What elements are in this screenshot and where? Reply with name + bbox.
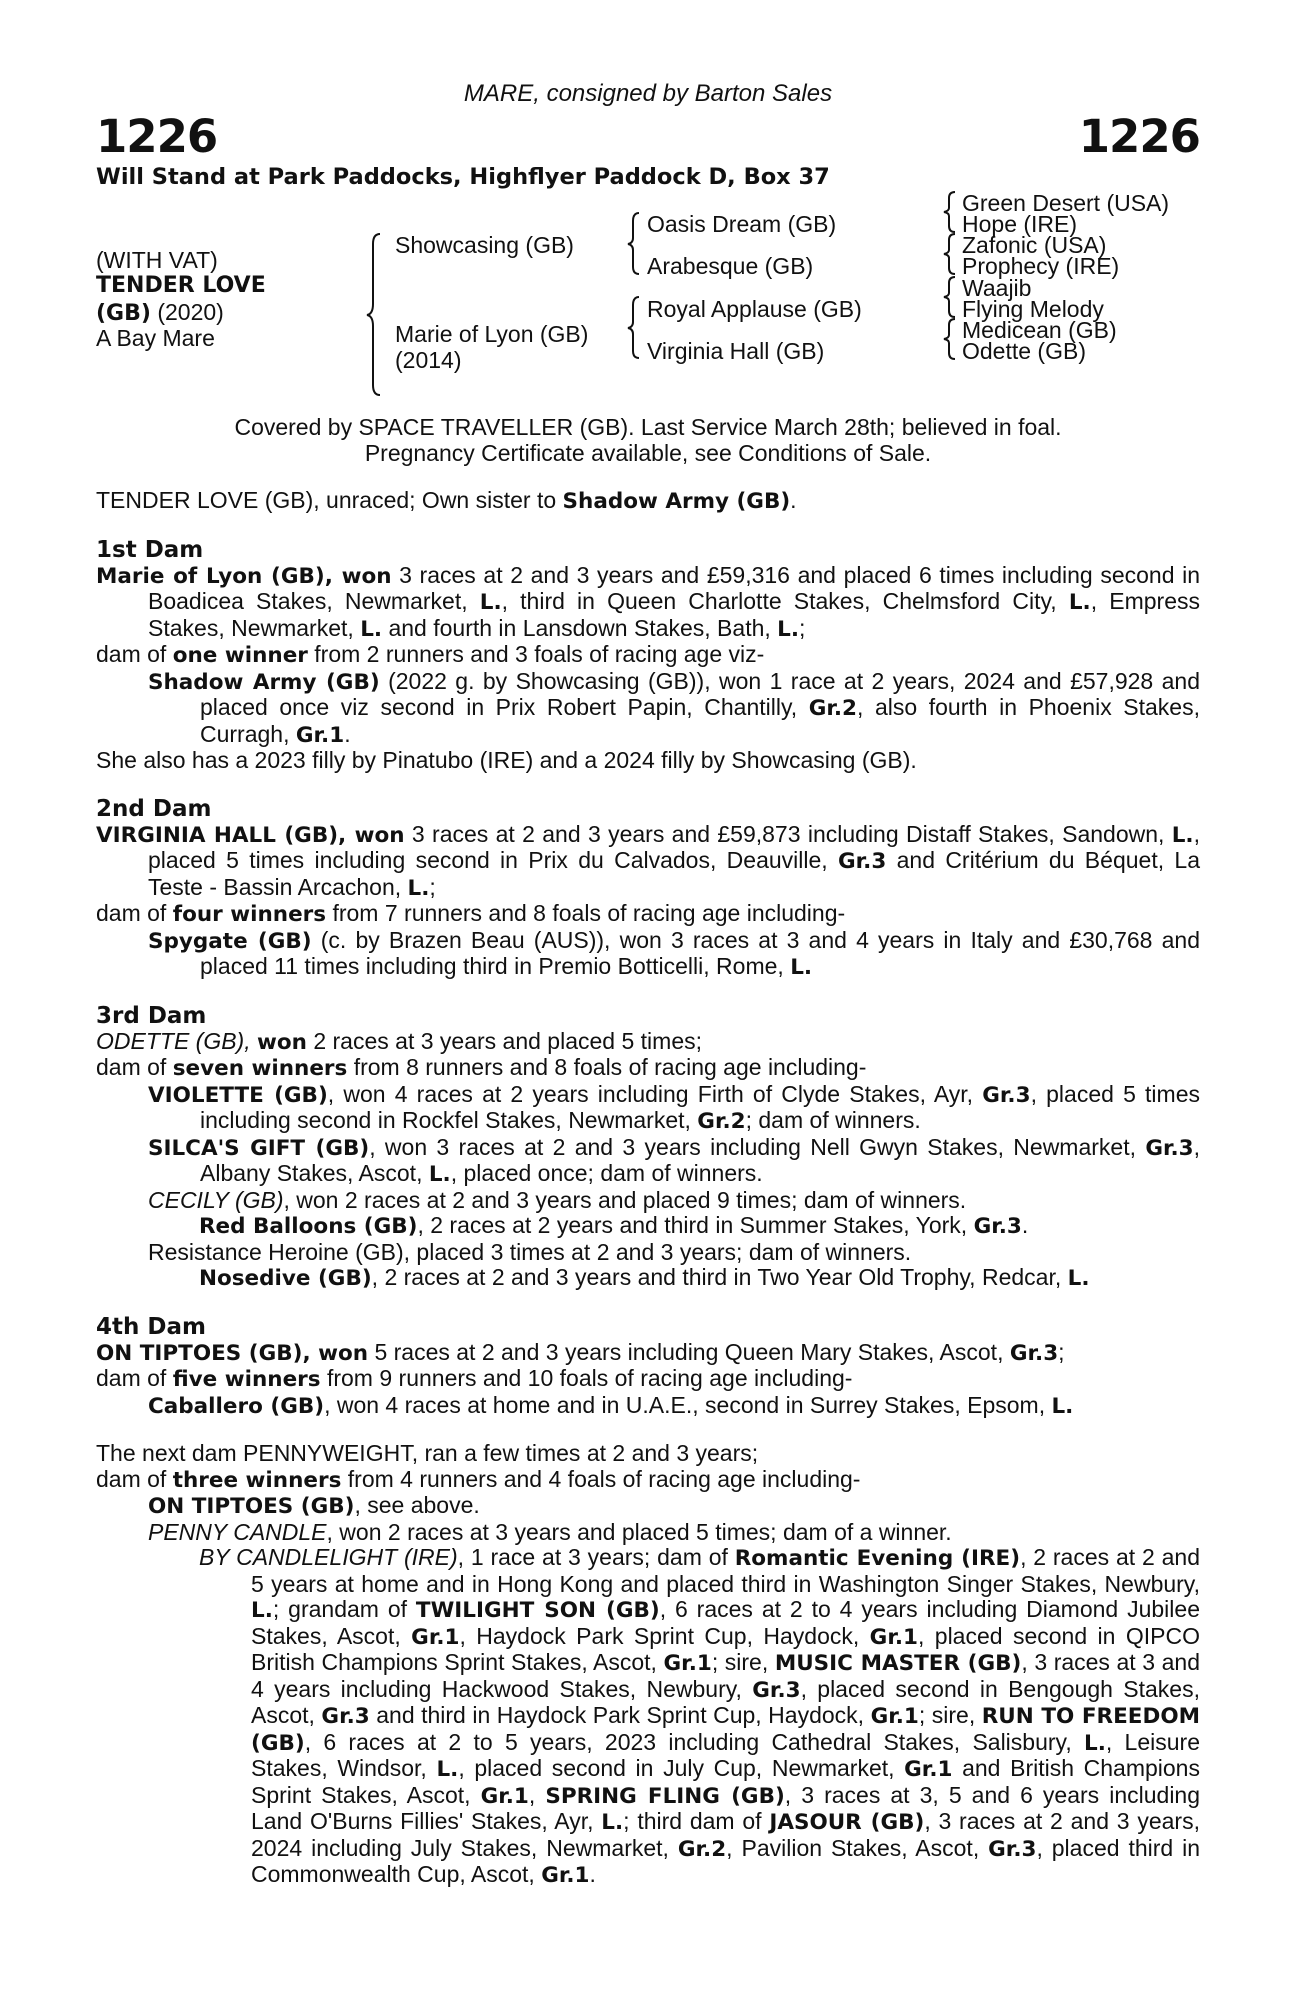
dam-year: (2014)	[395, 347, 462, 373]
sire-dam: Arabesque (GB)	[647, 253, 814, 279]
second-dam-progeny: Spygate (GB) (c. by Brazen Beau (AUS)), won 3 races at 3 and 4 years in Italy and £30,768 and placed 11 times including third in Premio Botticelli, Rome, L.	[148, 926, 1200, 980]
horse-country: (GB)	[96, 301, 151, 326]
horse-name: TENDER LOVE	[96, 273, 266, 298]
first-dam-progeny: Shadow Army (GB) (2022 g. by Showcasing (GB)), won 1 race at 2 years, 2024 and £57,928 and placed once viz second in Prix Robert Papin, Chantilly, Gr.2, also fourth in Phoenix Stakes, Curragh, Gr.1.	[148, 667, 1201, 748]
pedigree-brace-main	[364, 232, 384, 397]
sire-sire-dam: Hope (IRE)	[962, 211, 1078, 237]
second-dam-title: 2nd Dam	[96, 795, 212, 822]
sire-dam-sire: Zafonic (USA)	[962, 232, 1107, 258]
covering-note	[96, 415, 1200, 466]
third-dam-record: ODETTE (GB), won 2 races at 3 years and placed 5 times;	[96, 1027, 702, 1055]
fourth-dam-title: 4th Dam	[96, 1313, 206, 1340]
next-dam-progeny-by-candlelight: BY CANDLELIGHT (IRE), 1 race at 3 years; dam of Romantic Evening (IRE), 2 races at 2 and 5 years at home and in Hong Kong and placed third in Washington Singer Stakes, Newbury, L.; grandam of TWILIGHT SON (GB), 6 races at 2 to 4 years including Diamond Jubilee Stakes, Ascot, Gr.1, Haydock Park Sprint Cup, Haydock, Gr.1, placed second in QIPCO British Champions Sprint Stakes, Ascot, Gr.1; sire, MUSIC MASTER (GB), 3 races at 3 and 4 years including Hackwood Stakes, Newbury, Gr.3, placed second in Bengough Stakes, Ascot, Gr.3 and third in Haydock Park Sprint Cup, Haydock, Gr.1; sire, RUN TO FREEDOM (GB), 6 races at 2 to 5 years, 2023 including Cathedral Stakes, Salisbury, L., Leisure Stakes, Windsor, L., placed second in July Cup, Newmarket, Gr.1 and British Champions Sprint Stakes, Ascot, Gr.1, SPRING FLING (GB), 3 races at 3, 5 and 6 years including Land O'Burns Fillies' Stakes, Ayr, L.; third dam of JASOUR (GB), 3 races at 2 and 3 years, 2024 including July Stakes, Newmarket, Gr.2, Pavilion Stakes, Ascot, Gr.3, placed third in Commonwealth Cup, Ascot, Gr.1.	[199, 1544, 1201, 1888]
dam-sire-sire: Waajib	[962, 275, 1032, 301]
pedigree-brace-sire	[626, 211, 642, 276]
horse-origin	[96, 299, 224, 327]
brace-g2	[942, 232, 958, 276]
catalogue-page	[96, 80, 1200, 1889]
brace-g4	[942, 317, 958, 361]
third-dam-progeny-red-balloons: Red Balloons (GB), 2 races at 2 years and third in Summer Stakes, York, Gr.3.	[199, 1212, 1029, 1239]
lot-number-left: 1226	[96, 110, 218, 163]
venue-line: Will Stand at Park Paddocks, Highflyer Paddock D, Box 37	[96, 164, 830, 190]
dam-sire-dam: Flying Melody	[962, 296, 1104, 322]
first-dam-title: 1st Dam	[96, 536, 204, 563]
covering-line-1: Covered by SPACE TRAVELLER (GB). Last Service March 28th; believed in foal.	[234, 414, 1062, 440]
dam-sire: Royal Applause (GB)	[647, 296, 862, 322]
second-dam-record: VIRGINIA HALL (GB), won 3 races at 2 and 3 years and £59,873 including Distaff Stakes, Sandown, L., placed 5 times including second in Prix du Calvados, Deauville, Gr.3 and Critérium du Béquet, La Teste - Bassin Arcachon, L.;	[96, 820, 1200, 901]
third-dam-progeny-violette: VIOLETTE (GB), won 4 races at 2 years including Firth of Clyde Stakes, Ayr, Gr.3, placed 5 times including second in Rockfel Stakes, Newmarket, Gr.2; dam of winners.	[148, 1080, 1200, 1134]
third-dam-progeny-resistance-heroine: Resistance Heroine (GB), placed 3 times at 2 and 3 years; dam of winners.	[148, 1238, 912, 1265]
next-dam-progeny-penny-candle: PENNY CANDLE, won 2 races at 3 years and placed 5 times; dam of a winner.	[148, 1518, 952, 1545]
sire: Showcasing (GB)	[395, 232, 574, 258]
dam-dam-sire: Medicean (GB)	[962, 317, 1117, 343]
sire-sire-sire: Green Desert (USA)	[962, 190, 1170, 216]
covering-line-2: Pregnancy Certificate available, see Conditions of Sale.	[364, 439, 932, 466]
lot-number-right: 1226	[1078, 110, 1200, 163]
intro-line: TENDER LOVE (GB), unraced; Own sister to Shadow Army (GB).	[96, 487, 797, 514]
horse-year: (2020)	[157, 299, 224, 325]
consignment-line: MARE, consigned by Barton Sales	[463, 80, 833, 107]
third-dam-produce: dam of seven winners from 8 runners and 8 foals of racing age including-	[96, 1054, 867, 1081]
second-dam-produce: dam of four winners from 7 runners and 8 foals of racing age including-	[96, 900, 846, 927]
third-dam-title: 3rd Dam	[96, 1002, 207, 1029]
pedigree-brace-dam	[626, 295, 642, 360]
pedigree-table	[96, 190, 1200, 415]
third-dam-progeny-silcas-gift: SILCA'S GIFT (GB), won 3 races at 2 and 3 years including Nell Gwyn Stakes, Newmarket, Gr.3, Albany Stakes, Ascot, L., placed once; dam of winners.	[148, 1133, 1201, 1187]
dam-dam-dam: Odette (GB)	[962, 338, 1086, 364]
brace-g3	[942, 275, 958, 319]
sire-dam-dam: Prophecy (IRE)	[962, 253, 1120, 279]
first-dam-produce: dam of one winner from 2 runners and 3 foals of racing age viz-	[96, 641, 765, 668]
next-dam-progeny-on-tiptoes: ON TIPTOES (GB), see above.	[148, 1492, 480, 1519]
first-dam-record: Marie of Lyon (GB), won 3 races at 2 and 3 years and £59,316 and placed 6 times including second in Boadicea Stakes, Newmarket, L., third in Queen Charlotte Stakes, Chelmsford City, L., Empress Stakes, Newmarket, L. and fourth in Lansdown Stakes, Bath, L.;	[96, 561, 1201, 642]
dam-dam: Virginia Hall (GB)	[647, 338, 825, 364]
next-dam-produce: dam of three winners from 4 runners and 4 foals of racing age including-	[96, 1465, 861, 1493]
fourth-dam-progeny: Caballero (GB), won 4 races at home and in U.A.E., second in Surrey Stakes, Epsom, L.	[148, 1391, 1074, 1419]
first-dam-also: She also has a 2023 filly by Pinatubo (IRE) and a 2024 filly by Showcasing (GB).	[96, 747, 917, 773]
lot-header	[96, 80, 1200, 163]
third-dam-progeny-nosedive: Nosedive (GB), 2 races at 2 and 3 years and third in Two Year Old Trophy, Redcar, L.	[199, 1264, 1090, 1291]
dam: Marie of Lyon (GB)	[395, 321, 589, 347]
third-dam-progeny-cecily: CECILY (GB), won 2 races at 2 and 3 years and placed 9 times; dam of winners.	[148, 1186, 967, 1213]
next-dam-line: The next dam PENNYWEIGHT, ran a few times at 2 and 3 years;	[96, 1440, 759, 1466]
fourth-dam-record: ON TIPTOES (GB), won 5 races at 2 and 3 years including Queen Mary Stakes, Ascot, Gr.3;	[96, 1338, 1065, 1366]
sire-sire: Oasis Dream (GB)	[647, 211, 837, 237]
vat-note: (WITH VAT)	[96, 247, 218, 273]
horse-description: A Bay Mare	[96, 325, 215, 351]
brace-g1	[942, 190, 958, 234]
fourth-dam-produce: dam of five winners from 9 runners and 10 foals of racing age including-	[96, 1365, 853, 1392]
